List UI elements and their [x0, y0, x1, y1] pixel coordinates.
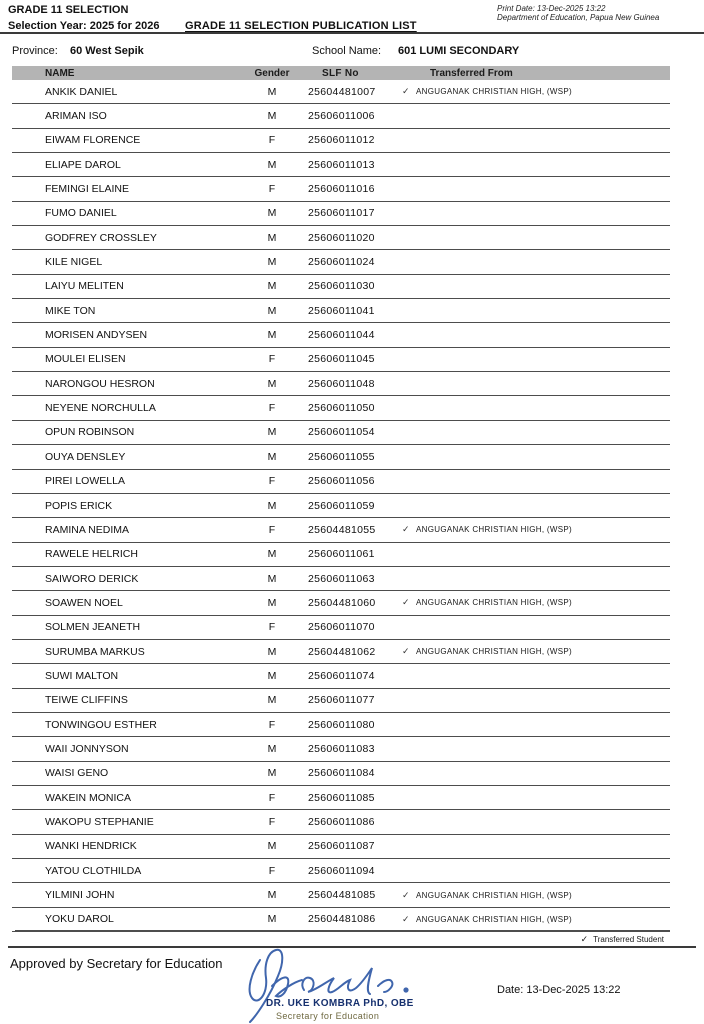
cell-slf: 25606011059 — [308, 499, 375, 512]
cell-gender: F — [268, 718, 276, 731]
cell-gender: M — [267, 572, 277, 585]
cell-name: MORISEN ANDYSEN — [45, 329, 148, 342]
transfer-check-icon: ✓ — [402, 86, 410, 97]
cell-gender: M — [267, 110, 277, 123]
cell-name: ARIMAN ISO — [45, 110, 107, 123]
table-row — [12, 348, 670, 372]
cell-name: FUMO DANIEL — [45, 207, 117, 220]
transferred-student-legend — [581, 934, 664, 945]
table-row — [12, 80, 670, 104]
cell-name: YOKU DAROL — [45, 913, 114, 926]
cell-gender: M — [267, 329, 277, 342]
cell-gender: M — [267, 450, 277, 463]
approved-by-label: Approved by Secretary for Education — [10, 956, 223, 971]
cell-name: MIKE TON — [45, 304, 96, 317]
table-row — [12, 518, 670, 542]
table-row — [12, 153, 670, 177]
cell-name: WAII JONNYSON — [45, 742, 129, 755]
column-header-gender: Gender — [254, 67, 290, 79]
cell-gender: M — [267, 499, 277, 512]
cell-gender: M — [267, 426, 277, 439]
table-row — [12, 640, 670, 664]
transfer-check-icon: ✓ — [402, 913, 410, 924]
cell-gender: M — [267, 304, 277, 317]
table-row — [12, 883, 670, 907]
cell-gender: F — [268, 523, 276, 536]
table-row — [12, 908, 670, 932]
table-row — [12, 689, 670, 713]
cell-slf: 25606011041 — [308, 304, 375, 317]
cell-name: OUYA DENSLEY — [45, 450, 126, 463]
province-value: 60 West Sepik — [70, 45, 144, 57]
cell-name: SURUMBA MARKUS — [45, 645, 145, 658]
cell-slf: 25606011024 — [308, 256, 375, 269]
cell-gender: F — [268, 134, 276, 147]
cell-slf: 25606011045 — [308, 353, 375, 366]
cell-slf: 25606011050 — [308, 402, 375, 415]
column-header-transferred-from: Transferred From — [430, 67, 513, 79]
document-title: GRADE 11 SELECTION — [8, 4, 129, 16]
cell-transfer — [402, 890, 670, 901]
cell-slf: 25606011070 — [308, 621, 375, 634]
table-row — [12, 591, 670, 615]
table-row — [12, 762, 670, 786]
cell-transferred-from: ANGUGANAK CHRISTIAN HIGH, (WSP) — [416, 647, 572, 657]
cell-name: LAIYU MELITEN — [45, 280, 124, 293]
cell-slf: 25606011044 — [308, 329, 375, 342]
cell-slf: 25606011084 — [308, 767, 375, 780]
cell-gender: F — [268, 815, 276, 828]
cell-name: WAKEIN MONICA — [45, 791, 131, 804]
cell-slf: 25606011080 — [308, 718, 375, 731]
table-row — [12, 396, 670, 420]
cell-slf: 25606011006 — [308, 110, 375, 123]
table-row — [12, 567, 670, 591]
cell-name: ELIAPE DAROL — [45, 158, 121, 171]
transfer-check-icon: ✓ — [402, 524, 410, 535]
selection-year: Selection Year: 2025 for 2026 — [8, 20, 160, 32]
province-label: Province: — [12, 45, 58, 57]
cell-gender: M — [267, 158, 277, 171]
cell-name: SAIWORO DERICK — [45, 572, 139, 585]
cell-slf: 25604481060 — [308, 596, 376, 609]
cell-transfer — [402, 597, 670, 608]
cell-slf: 25604481007 — [308, 85, 376, 98]
cell-transfer — [402, 524, 670, 535]
cell-gender: F — [268, 864, 276, 877]
cell-transferred-from: ANGUGANAK CHRISTIAN HIGH, (WSP) — [416, 525, 572, 535]
cell-gender: M — [267, 913, 277, 926]
cell-gender: F — [268, 475, 276, 488]
department-name: Department of Education, Papua New Guinea — [497, 13, 660, 22]
cell-name: WAISI GENO — [45, 767, 109, 780]
table-row — [12, 202, 670, 226]
cell-gender: M — [267, 669, 277, 682]
table-row — [12, 835, 670, 859]
table-row — [12, 323, 670, 347]
table-row — [12, 859, 670, 883]
table-row — [12, 616, 670, 640]
cell-slf: 25606011030 — [308, 280, 375, 293]
table-row — [12, 713, 670, 737]
table-row — [12, 786, 670, 810]
cell-name: EIWAM FLORENCE — [45, 134, 141, 147]
cell-transfer — [402, 646, 670, 657]
table-row — [12, 129, 670, 153]
school-name-value: 601 LUMI SECONDARY — [398, 45, 520, 57]
cell-name: OPUN ROBINSON — [45, 426, 135, 439]
cell-gender: M — [267, 85, 277, 98]
cell-transferred-from: ANGUGANAK CHRISTIAN HIGH, (WSP) — [416, 598, 572, 608]
table-row — [12, 104, 670, 128]
cell-gender: M — [267, 207, 277, 220]
cell-transferred-from: ANGUGANAK CHRISTIAN HIGH, (WSP) — [416, 890, 572, 900]
cell-slf: 25606011017 — [308, 207, 375, 220]
transfer-check-icon: ✓ — [402, 889, 410, 900]
signature-block — [238, 946, 438, 1024]
table-header — [12, 66, 670, 80]
cell-name: WANKI HENDRICK — [45, 840, 137, 853]
cell-slf: 25606011061 — [308, 548, 375, 561]
cell-slf: 25606011083 — [308, 742, 375, 755]
school-name-label: School Name: — [312, 45, 382, 57]
cell-slf: 25606011087 — [308, 840, 375, 853]
cell-transfer — [402, 914, 670, 925]
cell-slf: 25606011063 — [308, 572, 375, 585]
column-header-name: NAME — [45, 67, 75, 79]
cell-name: TONWINGOU ESTHER — [45, 718, 157, 731]
cell-gender: F — [268, 402, 276, 415]
cell-gender: M — [267, 742, 277, 755]
cell-slf: 25604481085 — [308, 889, 376, 902]
check-icon: ✓ — [580, 934, 589, 944]
table-row — [12, 421, 670, 445]
cell-slf: 25606011085 — [308, 791, 375, 804]
cell-slf: 25606011012 — [308, 134, 375, 147]
cell-slf: 25606011055 — [308, 450, 375, 463]
table-row — [12, 372, 670, 396]
cell-name: YILMINI JOHN — [45, 889, 115, 902]
cell-slf: 25604481062 — [308, 645, 376, 658]
cell-name: ANKIK DANIEL — [45, 85, 118, 98]
cell-gender: M — [267, 231, 277, 244]
cell-name: YATOU CLOTHILDA — [45, 864, 142, 877]
cell-slf: 25606011016 — [308, 183, 375, 196]
table-row — [12, 226, 670, 250]
table-body — [12, 80, 670, 932]
cell-name: RAWELE HELRICH — [45, 548, 138, 561]
table-row — [12, 664, 670, 688]
table-row — [12, 250, 670, 274]
cell-gender: F — [268, 621, 276, 634]
cell-name: SOLMEN JEANETH — [45, 621, 141, 634]
table-row — [12, 177, 670, 201]
cell-slf: 25604481055 — [308, 523, 376, 536]
publication-list-title: GRADE 11 SELECTION PUBLICATION LIST — [185, 20, 417, 32]
cell-name: RAMINA NEDIMA — [45, 523, 130, 536]
cell-name: WAKOPU STEPHANIE — [45, 815, 154, 828]
table-row — [12, 275, 670, 299]
cell-slf: 25606011054 — [308, 426, 375, 439]
cell-gender: M — [267, 767, 277, 780]
column-header-slf-no: SLF No — [322, 67, 359, 79]
cell-slf: 25606011056 — [308, 475, 375, 488]
cell-slf: 25604481086 — [308, 913, 376, 926]
table-bottom-rule — [15, 930, 670, 931]
cell-slf: 25606011020 — [308, 231, 375, 244]
cell-name: POPIS ERICK — [45, 499, 113, 512]
cell-slf: 25606011074 — [308, 669, 375, 682]
print-date: Print Date: 13-Dec-2025 13:22 — [497, 4, 606, 13]
cell-gender: M — [267, 256, 277, 269]
cell-name: FEMINGI ELAINE — [45, 183, 130, 196]
cell-gender: M — [267, 889, 277, 902]
cell-name: GODFREY CROSSLEY — [45, 231, 157, 244]
cell-gender: F — [268, 183, 276, 196]
meta-row — [0, 42, 704, 62]
cell-gender: M — [267, 280, 277, 293]
table-row — [12, 737, 670, 761]
cell-transfer — [402, 86, 670, 97]
cell-name: NEYENE NORCHULLA — [45, 402, 156, 415]
cell-name: SUWI MALTON — [45, 669, 119, 682]
cell-slf: 25606011094 — [308, 864, 375, 877]
cell-gender: M — [267, 596, 277, 609]
table-row — [12, 494, 670, 518]
cell-name: PIREI LOWELLA — [45, 475, 125, 488]
cell-transferred-from: ANGUGANAK CHRISTIAN HIGH, (WSP) — [416, 914, 572, 924]
cell-gender: M — [267, 548, 277, 561]
cell-slf: 25606011086 — [308, 815, 375, 828]
cell-slf: 25606011013 — [308, 158, 375, 171]
table-row — [12, 470, 670, 494]
cell-gender: F — [268, 353, 276, 366]
cell-gender: M — [267, 645, 277, 658]
cell-gender: M — [267, 377, 277, 390]
cell-slf: 25606011048 — [308, 377, 375, 390]
cell-gender: F — [268, 791, 276, 804]
cell-transferred-from: ANGUGANAK CHRISTIAN HIGH, (WSP) — [416, 87, 572, 97]
cell-name: KILE NIGEL — [45, 256, 103, 269]
table-row — [12, 543, 670, 567]
cell-gender: M — [267, 694, 277, 707]
cell-name: NARONGOU HESRON — [45, 377, 155, 390]
cell-slf: 25606011077 — [308, 694, 375, 707]
cell-name: MOULEI ELISEN — [45, 353, 126, 366]
signatory-title: Secretary for Education — [276, 1011, 380, 1021]
transfer-check-icon: ✓ — [402, 597, 410, 608]
table-row — [12, 445, 670, 469]
cell-gender: M — [267, 840, 277, 853]
table-row — [12, 810, 670, 834]
transfer-check-icon: ✓ — [402, 646, 410, 657]
cell-name: TEIWE CLIFFINS — [45, 694, 128, 707]
legend-label: Transferred Student — [593, 935, 664, 944]
signatory-name: DR. UKE KOMBRA PhD, OBE — [266, 998, 414, 1009]
header-divider — [0, 32, 704, 34]
cell-name: SOAWEN NOEL — [45, 596, 123, 609]
footer-date: Date: 13-Dec-2025 13:22 — [497, 984, 621, 996]
table-row — [12, 299, 670, 323]
